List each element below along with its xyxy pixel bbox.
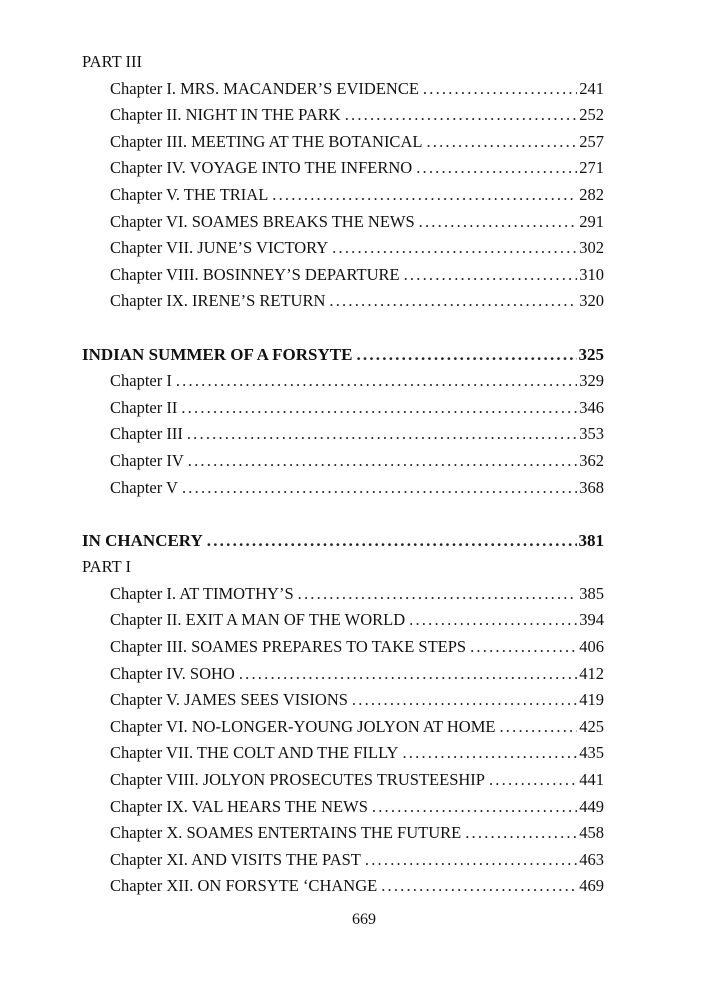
section-heading-in-chancery[interactable]	[82, 528, 604, 555]
toc-entry[interactable]	[82, 288, 604, 315]
dot-leader	[239, 661, 577, 688]
toc-entry[interactable]	[82, 581, 604, 608]
chapter-title: Chapter X. SOAMES ENTERTAINS THE FUTURE	[110, 823, 462, 843]
section-page-number: 325	[578, 344, 604, 364]
part-heading	[82, 554, 604, 581]
chapter-title: Chapter VIII. BOSINNEY’S DEPARTURE	[110, 264, 400, 284]
chapter-page-number: 463	[579, 849, 604, 869]
dot-leader	[465, 820, 577, 847]
dot-leader	[188, 448, 577, 475]
section-page-number: 381	[578, 530, 604, 550]
dot-leader	[365, 847, 577, 874]
chapter-page-number: 271	[579, 158, 604, 178]
page-number: 669	[352, 911, 376, 928]
toc-entry[interactable]	[82, 714, 604, 741]
chapter-page-number: 469	[579, 876, 604, 896]
section-title: IN CHANCERY	[82, 530, 203, 550]
chapter-page-number: 385	[579, 583, 604, 603]
chapter-title: Chapter IV. VOYAGE INTO THE INFERNO	[110, 158, 413, 178]
chapter-title: Chapter VIII. JOLYON PROSECUTES TRUSTEESHIP	[110, 770, 485, 790]
chapter-title: Chapter V	[110, 477, 178, 497]
toc-entry[interactable]	[82, 155, 604, 182]
dot-leader	[182, 475, 577, 502]
dot-leader	[499, 714, 577, 741]
chapter-page-number: 458	[579, 823, 604, 843]
dot-leader	[329, 288, 577, 315]
dot-leader	[345, 102, 578, 129]
chapter-title: Chapter V. THE TRIAL	[110, 184, 269, 204]
toc-entry[interactable]	[82, 820, 604, 847]
toc-entry[interactable]	[82, 235, 604, 262]
chapter-page-number: 302	[579, 238, 604, 258]
chapter-title: Chapter I. MRS. MACANDER’S EVIDENCE	[110, 78, 419, 98]
chapter-title: Chapter IX. IRENE’S RETURN	[110, 291, 326, 311]
toc-entry[interactable]	[82, 607, 604, 634]
toc-entry[interactable]	[82, 873, 604, 900]
chapter-title: Chapter II. EXIT A MAN OF THE WORLD	[110, 610, 406, 630]
dot-leader	[372, 794, 577, 821]
toc-entry[interactable]	[82, 634, 604, 661]
chapter-title: Chapter III. MEETING AT THE BOTANICAL	[110, 131, 423, 151]
toc-entry[interactable]	[82, 182, 604, 209]
toc-entry[interactable]	[82, 475, 604, 502]
toc-entry[interactable]	[82, 209, 604, 236]
chapter-page-number: 329	[579, 371, 604, 391]
chapter-title: Chapter II. NIGHT IN THE PARK	[110, 105, 341, 125]
chapter-page-number: 406	[579, 637, 604, 657]
chapter-title: Chapter VI. NO-LONGER-YOUNG JOLYON AT HOME	[110, 716, 496, 736]
indian-summer-chapter-list	[82, 368, 604, 501]
chapter-page-number: 257	[579, 131, 604, 151]
toc-entry[interactable]	[82, 421, 604, 448]
chapter-title: Chapter III. SOAMES PREPARES TO TAKE STEPS	[110, 637, 467, 657]
toc-entry[interactable]	[82, 847, 604, 874]
chapter-page-number: 419	[579, 690, 604, 710]
dot-leader	[423, 76, 577, 103]
dot-leader	[181, 395, 577, 422]
chapter-title: Chapter I	[110, 371, 172, 391]
toc-entry[interactable]	[82, 767, 604, 794]
dot-leader	[470, 634, 577, 661]
part-heading	[82, 49, 604, 76]
section-spacer	[82, 315, 604, 342]
table-of-contents	[82, 49, 604, 900]
chapter-page-number: 368	[579, 477, 604, 497]
chapter-page-number: 441	[579, 770, 604, 790]
chapter-title: Chapter III	[110, 424, 183, 444]
toc-entry[interactable]	[82, 368, 604, 395]
chapter-page-number: 362	[579, 450, 604, 470]
section-spacer	[82, 501, 604, 528]
dot-leader	[298, 581, 578, 608]
toc-entry[interactable]	[82, 794, 604, 821]
dot-leader	[272, 182, 577, 209]
chapter-page-number: 241	[579, 78, 604, 98]
dot-leader	[402, 740, 577, 767]
chapter-title: Chapter VII. JUNE’S VICTORY	[110, 238, 329, 258]
chapter-page-number: 353	[579, 424, 604, 444]
dot-leader	[409, 607, 577, 634]
chapter-title: Chapter II	[110, 397, 178, 417]
toc-entry[interactable]	[82, 129, 604, 156]
dot-leader	[404, 262, 578, 289]
dot-leader	[381, 873, 577, 900]
dot-leader	[489, 767, 577, 794]
toc-entry[interactable]	[82, 687, 604, 714]
dot-leader	[207, 528, 577, 555]
chapter-page-number: 310	[579, 264, 604, 284]
chapter-title: Chapter IV. SOHO	[110, 663, 235, 683]
section-title: INDIAN SUMMER OF A FORSYTE	[82, 344, 353, 364]
part-label: PART III	[82, 52, 142, 71]
chapter-title: Chapter I. AT TIMOTHY’S	[110, 583, 294, 603]
chapter-page-number: 346	[579, 397, 604, 417]
toc-entry[interactable]	[82, 740, 604, 767]
chapter-page-number: 291	[579, 211, 604, 231]
in-chancery-chapter-list	[82, 581, 604, 900]
dot-leader	[426, 129, 577, 156]
chapter-title: Chapter V. JAMES SEES VISIONS	[110, 690, 348, 710]
chapter-title: Chapter IX. VAL HEARS THE NEWS	[110, 796, 368, 816]
dot-leader	[419, 209, 578, 236]
toc-entry[interactable]	[82, 76, 604, 103]
dot-leader	[176, 368, 577, 395]
section-heading-indian-summer[interactable]	[82, 342, 604, 369]
toc-entry[interactable]	[82, 448, 604, 475]
toc-entry[interactable]	[82, 102, 604, 129]
chapter-page-number: 320	[579, 291, 604, 311]
toc-entry[interactable]	[82, 395, 604, 422]
dot-leader	[352, 687, 577, 714]
dot-leader	[416, 155, 577, 182]
toc-entry[interactable]	[82, 262, 604, 289]
dot-leader	[187, 421, 577, 448]
toc-entry[interactable]	[82, 661, 604, 688]
chapter-page-number: 435	[579, 743, 604, 763]
part3-chapter-list	[82, 76, 604, 315]
chapter-title: Chapter VI. SOAMES BREAKS THE NEWS	[110, 211, 415, 231]
chapter-title: Chapter VII. THE COLT AND THE FILLY	[110, 743, 399, 763]
chapter-page-number: 252	[579, 105, 604, 125]
chapter-title: Chapter IV	[110, 450, 184, 470]
chapter-title: Chapter XI. AND VISITS THE PAST	[110, 849, 361, 869]
dot-leader	[356, 342, 576, 369]
chapter-title: Chapter XII. ON FORSYTE ‘CHANGE	[110, 876, 378, 896]
chapter-page-number: 394	[579, 610, 604, 630]
chapter-page-number: 282	[579, 184, 604, 204]
dot-leader	[332, 235, 577, 262]
chapter-page-number: 412	[579, 663, 604, 683]
chapter-page-number: 425	[579, 716, 604, 736]
chapter-page-number: 449	[579, 796, 604, 816]
part-label: PART I	[82, 557, 131, 577]
